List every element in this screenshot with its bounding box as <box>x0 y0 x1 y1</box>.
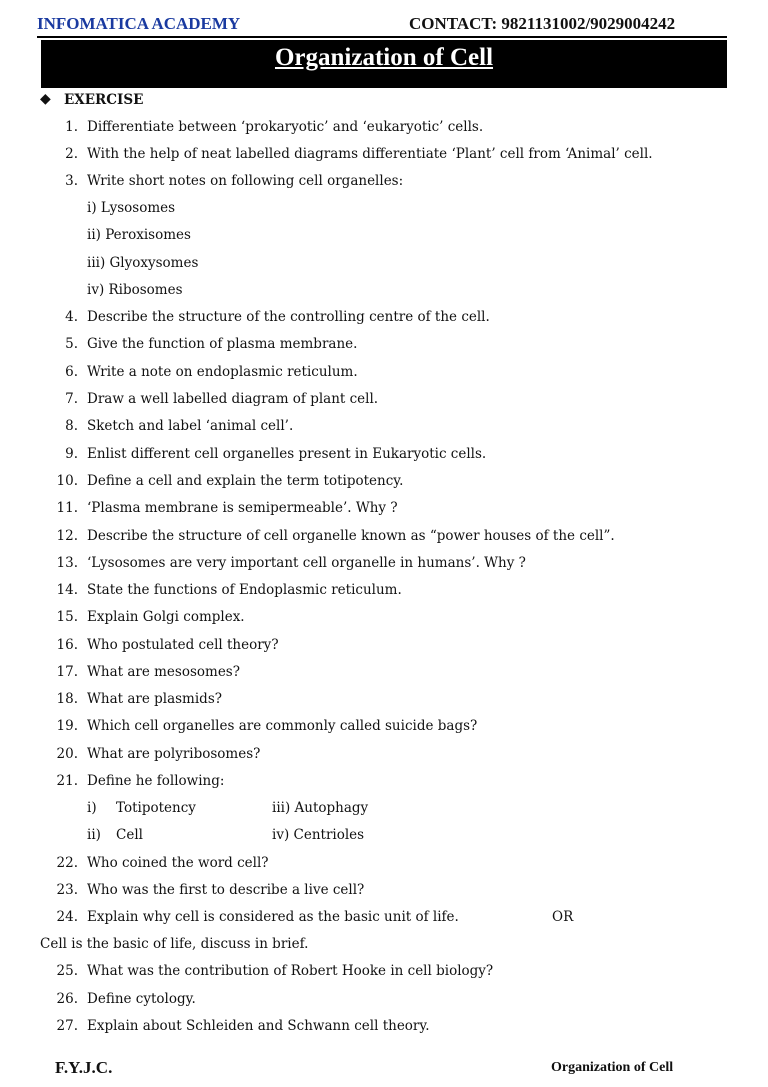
diamond-bullet-icon: ◆ <box>40 91 51 107</box>
question-text: Sketch and label ‘animal cell’. <box>87 418 294 434</box>
sub-item: Cell <box>116 827 143 843</box>
question-text: Explain Golgi complex. <box>87 609 245 625</box>
question-number: 14. <box>56 582 78 598</box>
question-text: Write short notes on following cell organelles: <box>87 173 404 189</box>
question-number: 25. <box>56 963 78 979</box>
question-text: Explain why cell is considered as the basic unit of life. <box>87 909 459 925</box>
question-text: Who postulated cell theory? <box>87 637 279 653</box>
question-number: 22. <box>56 855 78 871</box>
question-number: 5. <box>65 336 78 352</box>
question-number: 1. <box>65 119 78 135</box>
question-number: 20. <box>56 746 78 762</box>
question-text: With the help of neat labelled diagrams differentiate ‘Plant’ cell from ‘Animal’ cell. <box>87 146 653 162</box>
title-bar <box>41 40 727 88</box>
question-number: 3. <box>65 173 78 189</box>
question-text: Draw a well labelled diagram of plant cell. <box>87 391 379 407</box>
sub-item-number: ii) <box>87 827 101 843</box>
sub-item: ii) Peroxisomes <box>87 227 191 243</box>
question-text: Define cytology. <box>87 991 196 1007</box>
question-number: 13. <box>56 555 78 571</box>
contact-info: CONTACT: 9821131002/9029004242 <box>409 14 676 33</box>
question-number: 23. <box>56 882 78 898</box>
sub-item: Totipotency <box>116 800 196 816</box>
question-text: ‘Plasma membrane is semipermeable’. Why ? <box>87 500 398 516</box>
sub-item: iii) Glyoxysomes <box>87 255 199 271</box>
header-divider <box>37 36 727 38</box>
page-title: Organization of Cell <box>274 44 494 71</box>
question-number: 12. <box>56 528 78 544</box>
question-number: 6. <box>65 364 78 380</box>
question-number: 26. <box>56 991 78 1007</box>
question-number: 11. <box>56 500 78 516</box>
sub-item: iv) Ribosomes <box>87 282 183 298</box>
exercise-heading: EXERCISE <box>64 92 144 108</box>
question-number: 16. <box>56 637 78 653</box>
question-number: 21. <box>56 773 78 789</box>
question-text: What was the contribution of Robert Hooke in cell biology? <box>87 963 494 979</box>
question-number: 9. <box>65 446 78 462</box>
question-text: What are plasmids? <box>87 691 222 707</box>
question-text: What are polyribosomes? <box>87 746 261 762</box>
question-text: Who was the first to describe a live cell? <box>87 882 365 898</box>
sub-item: iv) Centrioles <box>272 827 365 843</box>
footer-class-label: F.Y.J.C. <box>55 1058 113 1077</box>
question-text: Write a note on endoplasmic reticulum. <box>87 364 358 380</box>
question-number: 8. <box>65 418 78 434</box>
question-number: 4. <box>65 309 78 325</box>
question-text: Describe the structure of the controlling centre of the cell. <box>87 309 490 325</box>
question-text: State the functions of Endoplasmic reticulum. <box>87 582 402 598</box>
question-text: Which cell organelles are commonly called suicide bags? <box>87 718 478 734</box>
question-text: Describe the structure of cell organelle known as “power houses of the cell”. <box>87 528 615 544</box>
question-number: 24. <box>56 909 78 925</box>
question-number: 17. <box>56 664 78 680</box>
question-text: Define a cell and explain the term totipotency. <box>87 473 404 489</box>
question-text: Enlist different cell organelles present in Eukaryotic cells. <box>87 446 487 462</box>
sub-item: iii) Autophagy <box>272 800 369 816</box>
question-number: 18. <box>56 691 78 707</box>
question-number: 19. <box>56 718 78 734</box>
question-text: Who coined the word cell? <box>87 855 269 871</box>
question-number: 7. <box>65 391 78 407</box>
academy-name: INFOMATICA ACADEMY <box>37 14 241 33</box>
or-separator: OR <box>552 909 574 925</box>
question-number: 15. <box>56 609 78 625</box>
footer-chapter-label: Organization of Cell <box>551 1060 674 1075</box>
question-number: 10. <box>56 473 78 489</box>
question-text: Differentiate between ‘prokaryotic’ and ‘eukaryotic’ cells. <box>87 119 484 135</box>
question-text: Define he following: <box>87 773 225 789</box>
question-text: Give the function of plasma membrane. <box>87 336 358 352</box>
question-text: What are mesosomes? <box>87 664 240 680</box>
question-continuation: Cell is the basic of life, discuss in brief. <box>40 936 309 952</box>
question-text: Explain about Schleiden and Schwann cell theory. <box>87 1018 430 1034</box>
question-number: 27. <box>56 1018 78 1034</box>
sub-item-number: i) <box>87 800 97 816</box>
sub-item: i) Lysosomes <box>87 200 176 216</box>
question-text: ‘Lysosomes are very important cell organelle in humans’. Why ? <box>87 555 526 571</box>
question-number: 2. <box>65 146 78 162</box>
